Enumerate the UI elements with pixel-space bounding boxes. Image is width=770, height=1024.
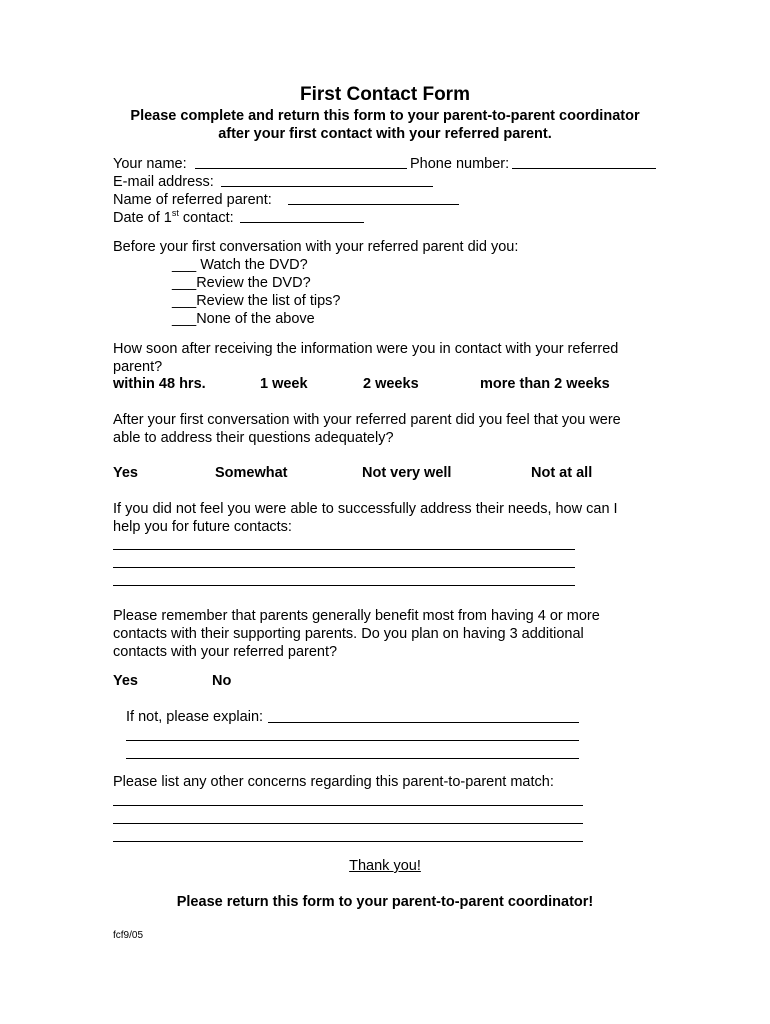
q2-option-48hrs[interactable]: within 48 hrs. bbox=[113, 376, 206, 392]
q4-question-line1: If you did not feel you were able to successfully address their needs, how can I bbox=[113, 501, 618, 517]
thank-you-text: Thank you! bbox=[349, 858, 421, 874]
q1-question: Before your first conversation with your referred parent did you: bbox=[113, 239, 519, 255]
q1-option-watch-dvd[interactable]: ___ Watch the DVD? bbox=[172, 257, 308, 273]
referred-parent-field[interactable] bbox=[288, 204, 459, 205]
q5-question-line3: contacts with your referred parent? bbox=[113, 644, 338, 660]
q4-question-line2: help you for future contacts: bbox=[113, 519, 292, 535]
form-subtitle-line2: after your first contact with your referred parent. bbox=[218, 126, 552, 142]
q3-option-yes[interactable]: Yes bbox=[113, 465, 138, 481]
q5-option-yes[interactable]: Yes bbox=[113, 673, 138, 689]
q3-option-not-very-well[interactable]: Not very well bbox=[362, 465, 452, 481]
q2-option-2weeks[interactable]: 2 weeks bbox=[363, 376, 419, 392]
q1-option-review-tips[interactable]: ___Review the list of tips? bbox=[172, 293, 341, 309]
q4-answer-line-2[interactable] bbox=[113, 567, 575, 568]
q3-question-line1: After your first conversation with your referred parent did you feel that you were bbox=[113, 412, 621, 428]
q4-answer-line-3[interactable] bbox=[113, 585, 575, 586]
date-first-contact-field[interactable] bbox=[240, 222, 364, 223]
q2-option-more-than-2weeks[interactable]: more than 2 weeks bbox=[480, 376, 610, 392]
form-title: First Contact Form bbox=[300, 84, 470, 105]
q3-option-not-at-all[interactable]: Not at all bbox=[531, 465, 593, 481]
q6-answer-line-1[interactable] bbox=[113, 805, 583, 806]
q5-explain-line-2[interactable] bbox=[126, 740, 579, 741]
return-note: Please return this form to your parent-to-parent coordinator! bbox=[176, 894, 594, 910]
form-subtitle-line1: Please complete and return this form to your parent-to-parent coordinator bbox=[130, 108, 640, 124]
q4-answer-line-1[interactable] bbox=[113, 549, 575, 550]
your-name-field[interactable] bbox=[195, 168, 407, 169]
q2-option-1week[interactable]: 1 week bbox=[260, 376, 308, 392]
q3-option-somewhat[interactable]: Somewhat bbox=[215, 465, 288, 481]
q5-explain-line-3[interactable] bbox=[126, 758, 579, 759]
q6-question: Please list any other concerns regarding this parent-to-parent match: bbox=[113, 774, 554, 790]
q6-answer-line-2[interactable] bbox=[113, 823, 583, 824]
q5-explain-label: If not, please explain: bbox=[126, 709, 264, 725]
q5-explain-line-1[interactable] bbox=[268, 722, 579, 723]
email-label: E-mail address: bbox=[113, 174, 214, 190]
referred-parent-label: Name of referred parent: bbox=[113, 192, 272, 208]
q3-question-line2: able to address their questions adequately? bbox=[113, 430, 394, 446]
your-name-label: Your name: bbox=[113, 156, 187, 172]
q5-question-line1: Please remember that parents generally benefit most from having 4 or more bbox=[113, 608, 600, 624]
q5-option-no[interactable]: No bbox=[212, 673, 232, 689]
q5-question-line2: contacts with their supporting parents. Do you plan on having 3 additional bbox=[113, 626, 584, 642]
form-code: fcf9/05 bbox=[113, 930, 144, 941]
phone-field[interactable] bbox=[512, 168, 656, 169]
q6-answer-line-3[interactable] bbox=[113, 841, 583, 842]
phone-label: Phone number: bbox=[410, 156, 510, 172]
q2-question-line2: parent? bbox=[113, 359, 163, 375]
email-field[interactable] bbox=[221, 186, 433, 187]
q1-option-review-dvd[interactable]: ___Review the DVD? bbox=[172, 275, 311, 291]
date-first-contact-label: Date of 1st contact: bbox=[113, 208, 234, 226]
q1-option-none[interactable]: ___None of the above bbox=[172, 311, 315, 327]
q2-question-line1: How soon after receiving the information were you in contact with your referred bbox=[113, 341, 619, 357]
